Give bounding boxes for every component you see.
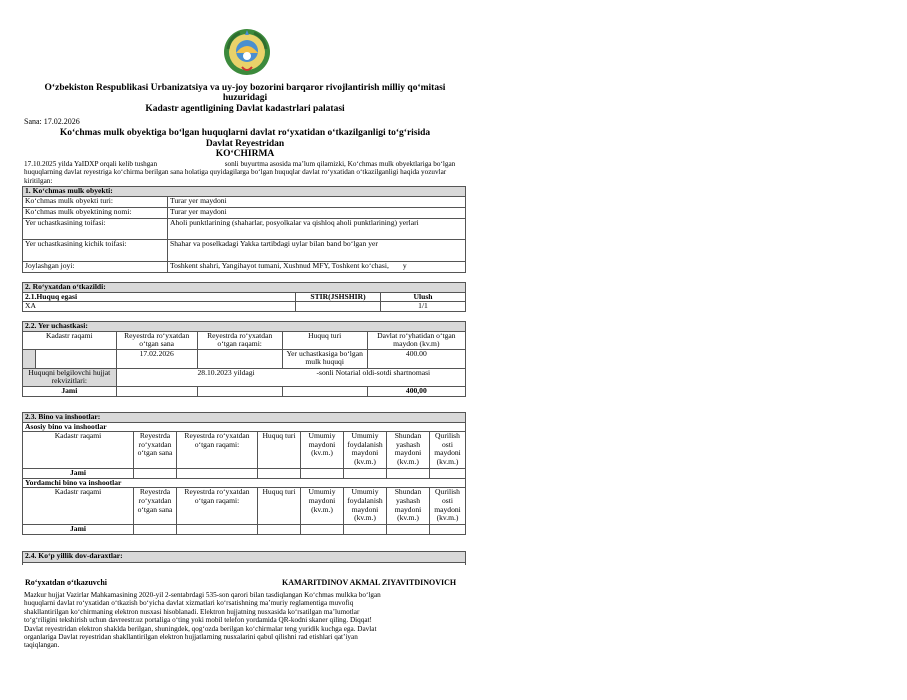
doc-title-2: Davlat Reyestridan bbox=[205, 139, 285, 149]
empty-cell bbox=[177, 469, 258, 479]
doc-date: 28.10.2023 yildagi bbox=[197, 367, 255, 377]
empty-cell bbox=[301, 469, 344, 479]
note-line: shakllantirilgan ko‘chirmaning elektron nusxasi hisoblanadi. Elektron hujjatning nusxasida ko‘rsatilgan ma’lumotlar bbox=[24, 607, 360, 616]
col-header: Kadastr raqami bbox=[23, 432, 134, 469]
empty-cell bbox=[301, 525, 344, 535]
section-2-4-title: 2.4. Ko‘p yillik dov-daraxtlar: bbox=[23, 552, 466, 563]
section-2-4-table bbox=[22, 551, 466, 565]
empty-cell bbox=[134, 525, 177, 535]
intro-text bbox=[24, 160, 466, 185]
org-line-2: huzuridagi bbox=[222, 93, 268, 103]
field-label: Yer uchastkasining toifasi: bbox=[23, 218, 168, 239]
note-line: Davlat reyestridan elektron shaklda berilgan, shuningdek, qog‘ozda berilgan ko‘chirmalar teng yuridik kuchga ega. Davlat bbox=[24, 624, 377, 633]
registered-area: 400.00 bbox=[367, 349, 465, 368]
empty-cell bbox=[197, 386, 282, 396]
intro-line-1a: 17.10.2025 yilda YaIDXP orqali kelib tushgan bbox=[24, 160, 158, 168]
col-header: Reyestrda ro‘yxatdan o‘tgan sana bbox=[134, 432, 177, 469]
col-header: Shundan yashash maydoni (kv.m.) bbox=[387, 488, 430, 525]
section-2-2-title: 2.2. Yer uchastkasi: bbox=[23, 322, 466, 332]
note-line: taqiqlangan. bbox=[24, 641, 60, 650]
total-label: Jami bbox=[23, 469, 134, 479]
owner-name: XA bbox=[23, 302, 296, 312]
col-header: Umumiy maydoni (kv.m.) bbox=[301, 488, 344, 525]
org-line-1: O‘zbekiston Respublikasi Urbanizatsiya va uy-joy bozorini barqaror rivojlantirish milliy qo‘mitasi bbox=[44, 83, 446, 93]
section-2-table bbox=[22, 282, 466, 312]
col-header: Reyestrda ro‘yxatdan o‘tgan raqami: bbox=[177, 488, 258, 525]
section-2-3-table bbox=[22, 412, 466, 535]
owner-header: 2.1.Huquq egasi bbox=[23, 292, 296, 302]
doc-text: -sonli Notarial oldi-sotdi shartnomasi bbox=[316, 367, 431, 377]
empty-cell bbox=[282, 386, 367, 396]
owner-stir bbox=[296, 302, 381, 312]
field-value: Shahar va poselkadagi Yakka tartibdagi uylar bilan band bo‘lgan yer bbox=[168, 239, 466, 261]
stir-header: STIR(JSHSHIR) bbox=[296, 292, 381, 302]
empty-cell bbox=[344, 469, 387, 479]
intro-line-1b: sonli buyurtma asosida ma’lum qilamizki, Ko‘chmas mulk obyektlariga bo‘lgan bbox=[224, 160, 456, 168]
col-header: Reyestrda ro‘yxatdan o‘tgan sana bbox=[134, 488, 177, 525]
col-header: Reyestrda ro‘yxatdan o‘tgan raqami: bbox=[177, 432, 258, 469]
row-marker bbox=[23, 349, 36, 368]
section-1-title: 1. Ko‘chmas mulk obyekti: bbox=[23, 187, 466, 197]
field-label: Joylashgan joyi: bbox=[23, 261, 168, 272]
empty-cell bbox=[430, 469, 466, 479]
field-label: Ko‘chmas mulk obyektining nomi: bbox=[23, 207, 168, 218]
empty-cell bbox=[116, 386, 197, 396]
org-line-3: Kadastr agentligining Davlat kadastrlari palatasi bbox=[145, 104, 345, 114]
col-header: Huquq turi bbox=[258, 432, 301, 469]
registrar-name: KAMARITDINOV AKMAL ZIYAVITDINOVICH bbox=[282, 578, 457, 587]
note-line: to‘g‘riligini tekshirish uchun davreestr.uz portaliga o‘ting yoki mobil telefon yordamida QR-kodni skaner qiling. Diqqat! bbox=[24, 616, 372, 625]
legal-note bbox=[24, 591, 464, 650]
field-value-address bbox=[168, 261, 466, 272]
col-header: Umumiy foydalanish maydoni (kv.m.) bbox=[344, 432, 387, 469]
document-date: Sana: 17.02.2026 bbox=[24, 117, 80, 126]
section-2-title: 2. Ro‘yxatdan o‘tkazildi: bbox=[23, 283, 466, 293]
doc-label: Huquqni belgilovchi hujjat rekvizitlari: bbox=[23, 368, 117, 386]
share-header: Ulush bbox=[381, 292, 466, 302]
main-buildings-title: Asosiy bino va inshootlar bbox=[23, 422, 466, 432]
col-header: Shundan yashash maydoni (kv.m.) bbox=[387, 432, 430, 469]
empty-cell bbox=[258, 469, 301, 479]
col-header: Umumiy maydoni (kv.m.) bbox=[301, 432, 344, 469]
address-tail: y bbox=[402, 260, 407, 270]
field-value: Turar yer maydoni bbox=[168, 196, 466, 207]
reg-date: 17.02.2026 bbox=[116, 349, 197, 368]
col-header: Umumiy foydalanish maydoni (kv.m.) bbox=[344, 488, 387, 525]
note-line: organlariga Davlat reyestridan shakllantirilgan elektron hujjatlarning nusxalarini qabul qilishni rad etishlari qat’iyan bbox=[24, 633, 358, 642]
state-emblem-icon bbox=[222, 27, 272, 77]
doc-details bbox=[116, 368, 465, 386]
field-value: Aholi punktlarining (shaharlar, posyolkalar va qishloq aholi punktlarining) yerlari bbox=[168, 218, 466, 239]
total-label: Jami bbox=[23, 525, 134, 535]
col-header: Huquq turi bbox=[258, 488, 301, 525]
section-2-3-title: 2.3. Bino va inshootlar: bbox=[23, 413, 466, 423]
col-header: Huquq turi bbox=[282, 331, 367, 349]
empty-cell bbox=[258, 525, 301, 535]
col-header: Reyestrda ro‘yxatdan o‘tgan sana bbox=[116, 331, 197, 349]
note-line: Mazkur hujjat Vazirlar Mahkamasining 2020-yil 2-sentabrdagi 535-son qarori bilan tasdiqlangan Ko‘chmas mulkka bo‘lgan bbox=[24, 591, 381, 599]
intro-line-2: huquqlarning davlat reyestriga ko‘chirma berilgan sana holatiga quyidagilarga bo‘lgan huquqlar davlat ro‘yxatidan o‘tkazilganligi haqida yozuvlar bbox=[24, 168, 447, 177]
field-label: Yer uchastkasining kichik toifasi: bbox=[23, 239, 168, 261]
total-area: 400,00 bbox=[367, 386, 465, 396]
col-header: Reyestrda ro‘yxatdan o‘tgan raqami: bbox=[197, 331, 282, 349]
empty-cell bbox=[23, 563, 466, 566]
col-header: Qurilish osti maydoni (kv.m.) bbox=[430, 488, 466, 525]
reg-number bbox=[197, 349, 282, 368]
col-header: Kadastr raqami bbox=[23, 331, 117, 349]
field-value: Turar yer maydoni bbox=[168, 207, 466, 218]
doc-title-3: KO‘CHIRMA bbox=[215, 149, 275, 159]
registrar-label: Ro‘yxatdan o‘tkazuvchi bbox=[25, 578, 108, 587]
intro-line-3: kiritilgan: bbox=[24, 176, 53, 185]
empty-cell bbox=[387, 469, 430, 479]
empty-cell bbox=[134, 469, 177, 479]
field-label: Ko‘chmas mulk obyekti turi: bbox=[23, 196, 168, 207]
empty-cell bbox=[344, 525, 387, 535]
address-text: Toshkent shahri, Yangihayot tumani, Xushnud MFY, Toshkent ko‘chasi, bbox=[170, 260, 389, 270]
cadastre-number bbox=[36, 349, 117, 368]
empty-cell bbox=[387, 525, 430, 535]
col-header: Kadastr raqami bbox=[23, 488, 134, 525]
empty-cell bbox=[430, 525, 466, 535]
aux-buildings-title: Yordamchi bino va inshootlar bbox=[23, 478, 466, 488]
right-type: Yer uchastkasiga bo‘lgan mulk huquqi bbox=[282, 349, 367, 368]
note-line: huquqlarni davlat ro‘yxatidan o‘tkazish bo‘yicha davlat xizmatlari ko‘rsatishning ma’muriy reglamentiga muvofiq bbox=[24, 599, 354, 608]
col-header: Davlat ro‘yhatidan o‘tgan maydon (kv.m) bbox=[367, 331, 465, 349]
section-2-2-table bbox=[22, 321, 466, 397]
doc-title-1: Ko‘chmas mulk obyektiga bo‘lgan huquqlarni davlat ro‘yxatidan o‘tkazilganligi to‘g‘risida bbox=[59, 128, 431, 138]
empty-cell bbox=[177, 525, 258, 535]
total-label: Jami bbox=[23, 386, 117, 396]
owner-share: 1/1 bbox=[381, 302, 466, 312]
section-1-table bbox=[22, 186, 466, 273]
col-header: Qurilish osti maydoni (kv.m.) bbox=[430, 432, 466, 469]
